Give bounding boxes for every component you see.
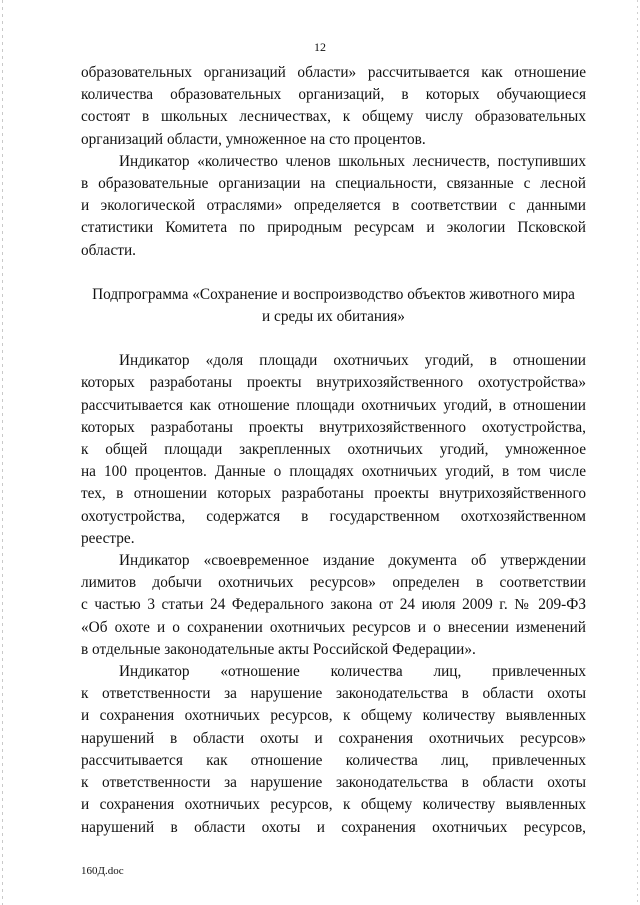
heading-line: Подпрограмма «Сохранение и воспроизводство объектов животного мира (92, 285, 575, 303)
text-line: которых разработаны проекты внутрихозяйственного охотустройства, (81, 418, 586, 436)
paragraph-3 (81, 350, 586, 550)
text-line: нарушений в области охоты и сохранения охотничьих ресурсов» (81, 729, 586, 747)
text-line: охотустройства, содержатся в государственном охотхозяйственном (81, 507, 586, 525)
text-line: области. (81, 241, 136, 259)
paragraph-4 (81, 550, 586, 661)
document-body (81, 62, 586, 839)
text-line: которых разработаны проекты внутрихозяйственного охотустройства» (81, 374, 586, 392)
text-line: и сохранения охотничьих ресурсов, к общему количеству выявленных (81, 707, 586, 725)
text-line: рассчитывается как отношение площади охотничьих угодий, в отношении (81, 396, 586, 414)
text-line: на 100 процентов. Данные о площадях охотничьих угодий, в том числе (81, 463, 586, 481)
scan-edge-right (637, 0, 638, 905)
text-line: и экологической отраслями» определяется в соответствии с данными (81, 197, 586, 215)
paragraph-2 (81, 151, 586, 262)
subprogram-heading (81, 284, 586, 328)
text-line: нарушений в области охоты и сохранения охотничьих ресурсов, (81, 818, 586, 836)
text-line: количества образовательных организаций, в которых обучающиеся (81, 86, 586, 104)
footer-filename: 160Д.doc (81, 865, 124, 877)
text-line: статистики Комитета по природным ресурсам и экологии Псковской (81, 219, 586, 237)
paragraph-5 (81, 661, 586, 839)
text-line: состоят в школьных лесничествах, к общему числу образовательных (81, 108, 586, 126)
text-line: к ответственности за нарушение законодательства в области охоты (81, 774, 586, 792)
text-line: с частью 3 статьи 24 Федерального закона от 24 июля 2009 г. № 209-ФЗ (81, 596, 586, 614)
text-line: лимитов добычи охотничьих ресурсов» определен в соответствии (81, 574, 586, 592)
text-line: образовательных организаций области» рассчитывается как отношение (81, 64, 586, 81)
text-line: Индикатор «отношение количества лиц, привлеченных (119, 663, 586, 681)
heading-line: и среды их обитания» (262, 308, 405, 326)
scan-edge-left (2, 0, 3, 905)
text-line: к общей площади закрепленных охотничьих угодий, умноженное (81, 441, 586, 459)
text-line: реестре. (81, 529, 135, 547)
text-line: «Об охоте и о сохранении охотничьих ресурсов и о внесении изменений (81, 618, 586, 636)
text-line: тех, в отношении которых разработаны проекты внутрихозяйственного (81, 485, 586, 503)
text-line: Индикатор «доля площади охотничьих угодий, в отношении (119, 352, 586, 370)
text-line: Индикатор «своевременное издание документа об утверждении (119, 552, 586, 570)
text-line: и сохранения охотничьих ресурсов, к общему количеству выявленных (81, 796, 586, 814)
text-line: Индикатор «количество членов школьных лесничеств, поступивших (119, 152, 586, 170)
text-line: в отдельные законодательные акты Российской Федерации». (81, 640, 476, 658)
paragraph-1 (81, 62, 586, 151)
text-line: организаций области, умноженное на сто процентов. (81, 130, 426, 148)
text-line: в образовательные организации на специальности, связанные с лесной (81, 175, 586, 193)
text-line: к ответственности за нарушение законодательства в области охоты (81, 685, 586, 703)
text-line: рассчитывается как отношение количества лиц, привлеченных (81, 751, 586, 769)
page-number: 12 (314, 40, 326, 54)
